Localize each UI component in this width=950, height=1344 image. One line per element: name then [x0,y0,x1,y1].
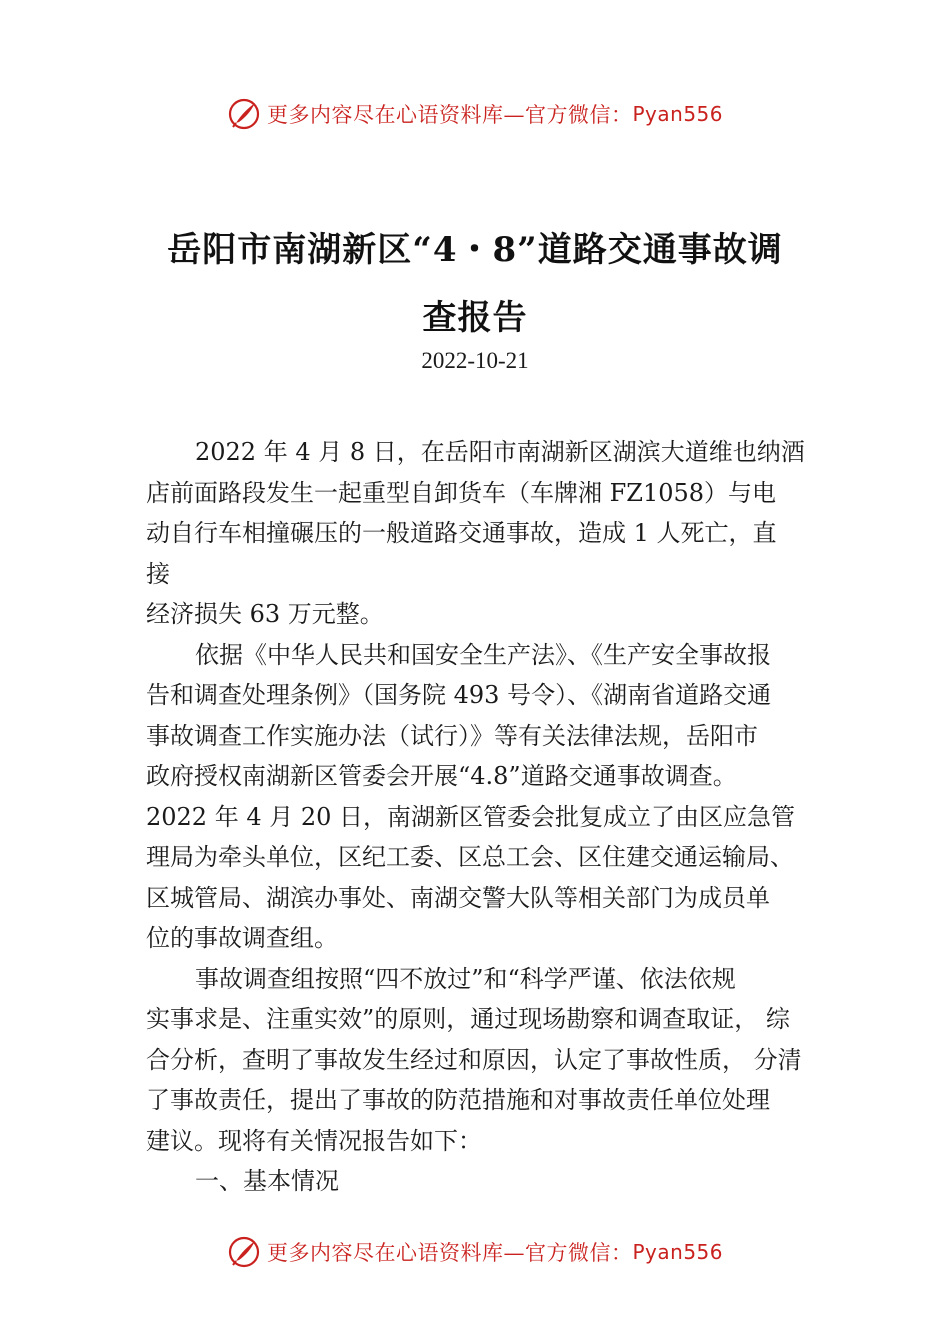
body-line: 经济损失 63 万元整。 [146,600,384,628]
body-line: 理局为牵头单位，区纪工委、区总工会、区住建交通运输局、 [146,843,794,871]
body-line: 建议。现将有关情况报告如下： [146,1126,482,1155]
quill-pen-icon [227,97,261,131]
body-line: 2022 年 4 月 8 日，在岳阳市南湖新区湖滨大道维也纳酒 [195,438,805,466]
body-line: 动自行车相撞碾压的一般道路交通事故，造成 1 人死亡，直 [146,519,777,547]
watermark-text: 更多内容尽在心语资料库—官方微信： [266,1241,633,1265]
body-line: 合分析，查明了事故发生经过和原因，认定了事故性质， 分清 [146,1045,802,1074]
body-line: 了事故责任，提出了事故的防范措施和对事故责任单位处理 [146,1086,770,1114]
watermark-text: 更多内容尽在心语资料库—官方微信： [266,103,633,127]
body-line: 位的事故调查组。 [146,924,338,952]
watermark-wechat-id: Pyan556 [632,1240,723,1264]
document-title-line1: 岳阳市南湖新区“4・8”道路交通事故调 [167,230,783,270]
body-line: 依据《中华人民共和国安全生产法》、《生产安全事故报 [195,640,771,669]
watermark-banner-top [0,94,950,134]
body-line: 店前面路段发生一起重型自卸货车（车牌湘 FZ1058）与电 [146,478,777,507]
body-line: 实事求是、注重实效”的原则，通过现场勘察和调查取证， 综 [146,1005,790,1033]
body-line: 接 [146,559,170,588]
body-line: 事故调查组按照“四不放过”和“科学严谨、依法依规 [195,964,736,993]
body-line: 事故调查工作实施办法（试行）》等有关法律法规，岳阳市 [146,721,758,750]
body-line: 2022 年 4 月 20 日，南湖新区管委会批复成立了由区应急管 [146,802,796,831]
document-date: 2022-10-21 [421,348,529,373]
document-body [146,432,818,1202]
watermark-wechat-id: Pyan556 [632,102,723,126]
quill-pen-icon [227,1235,261,1269]
section-heading: 一、基本情况 [195,1167,339,1195]
body-line: 政府授权南湖新区管委会开展“4.8”道路交通事故调查。 [146,762,737,790]
watermark-banner-bottom [0,1232,950,1272]
body-line: 告和调查处理条例》（国务院 493 号令）、《湖南省道路交通 [146,681,772,709]
document-title-line2: 查报告 [422,298,528,338]
body-line: 区城管局、湖滨办事处、南湖交警大队等相关部门为成员单 [146,883,770,912]
